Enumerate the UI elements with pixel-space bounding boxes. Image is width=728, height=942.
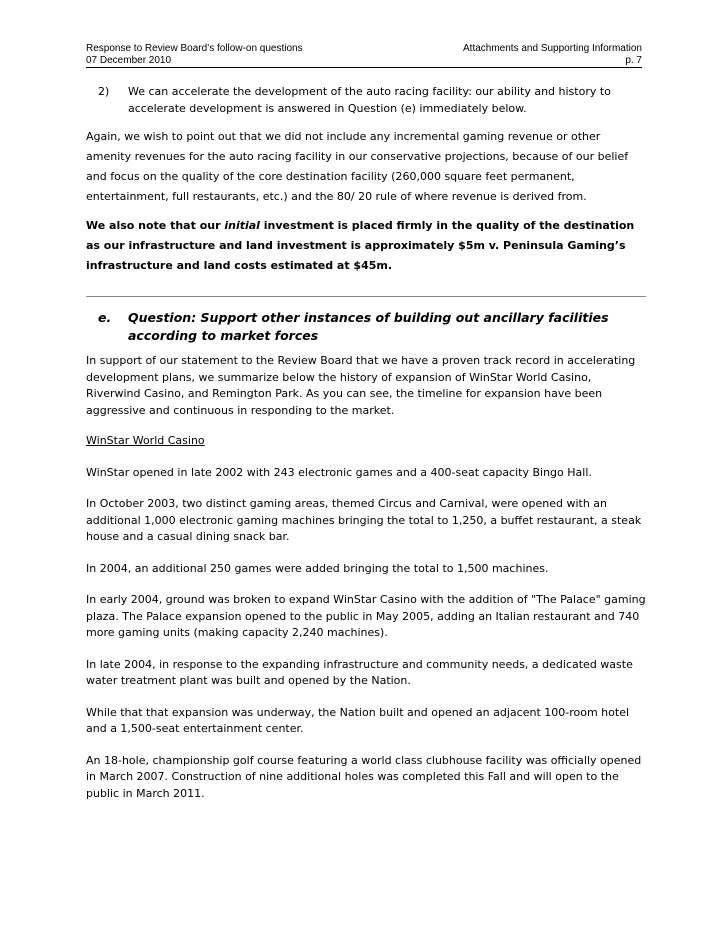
emphasis-initial: initial — [224, 219, 260, 232]
section-divider — [86, 296, 646, 297]
list-number: 2) — [98, 85, 110, 98]
question-letter: e. — [98, 310, 112, 325]
question-e-heading — [86, 309, 646, 345]
paragraph-investment-note: We also note that our initial investment is placed firmly in the quality of the destination as our infrastructure and land investment is approximately $5m v. Peninsula Gaming’s infrastructure and land costs estimated at $45m. — [86, 219, 635, 272]
question-text: Question: Support other instances of building out ancillary facilities according to market forces — [128, 310, 609, 343]
list-item-text: We can accelerate the development of the auto racing facility: our ability and history to accelerate development is answered in Question (e) immediately below. — [128, 85, 611, 115]
header-section-title: Attachments and Supporting Information p. 7 — [463, 43, 642, 66]
header-doc-title: Response to Review Board’s follow-on questions — [86, 43, 303, 54]
paragraph-again: Again, we wish to point out that we did not include any incremental gaming revenue or other amenity revenues for the auto racing facility in our conservative projections, because of our belief and focus on the quality of the core destination facility (260,000 square feet permanent, entertainment, full restaurants, etc.) and the 80/ 20 rule of where revenue is derived from. — [86, 130, 629, 203]
winstar-heading: WinStar World Casino — [86, 434, 205, 447]
list-item-2 — [86, 84, 646, 117]
paragraph-support: In support of our statement to the Review Board that we have a proven track record in accelerating development plans, we summarize below the history of expansion of WinStar World Casino, Riverwind Casino, and Remington Park. As you can see, the timeline for expansion have been aggressive and continuous in responding to the market. — [86, 354, 636, 417]
winstar-para-6: While that that expansion was underway, the Nation built and opened an adjacent 100-room hotel and a 1,500-seat entertainment center. — [86, 705, 630, 735]
header-date: 07 December 2010 — [86, 55, 172, 66]
winstar-para-2: In October 2003, two distinct gaming areas, themed Circus and Carnival, were opened with an additional 1,000 electronic gaming machines bringing the total to 1,250, a buffet restaurant, a steak house and a casual dining snack bar. — [86, 497, 642, 543]
winstar-para-5: In late 2004, in response to the expanding infrastructure and community needs, a dedicated waste water treatment plant was built and opened by the Nation. — [86, 657, 633, 687]
winstar-para-7: An 18-hole, championship golf course featuring a world class clubhouse facility was officially opened in March 2007. Construction of nine additional holes was completed this Fall and will open to the public in March 2011. — [86, 753, 642, 800]
winstar-para-3: In 2004, an additional 250 games were added bringing the total to 1,500 machines. — [86, 561, 549, 575]
page-header — [86, 43, 642, 67]
winstar-para-4: In early 2004, ground was broken to expand WinStar Casino with the addition of "The Palace" gaming plaza. The Palace expansion opened to the public in May 2005, adding an Italian restaurant and 740 more gaming units (making capacity 2,240 machines). — [86, 593, 646, 639]
winstar-para-1: WinStar opened in late 2002 with 243 electronic games and a 400-seat capacity Bingo Hall. — [86, 465, 592, 479]
document-body — [86, 84, 646, 802]
page-number: p. 7 — [625, 55, 642, 66]
header-rule — [86, 67, 642, 68]
